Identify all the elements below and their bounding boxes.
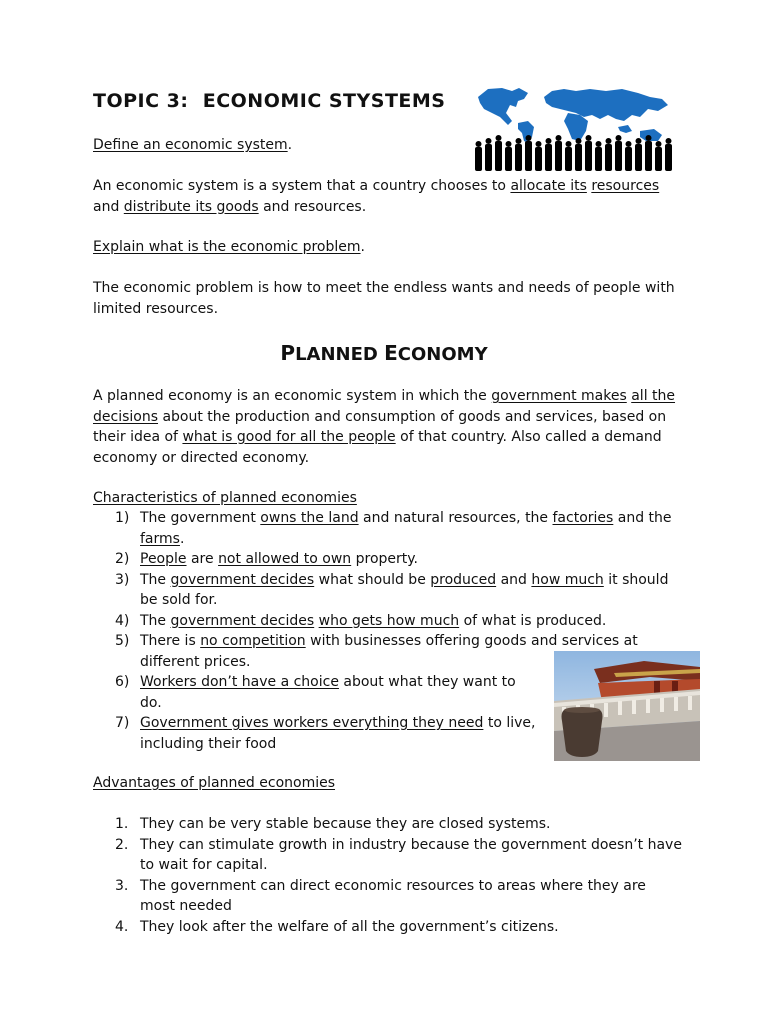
underlined-term: no competition [200, 633, 306, 649]
list-item [93, 814, 683, 835]
business-people-icon [475, 135, 672, 171]
underlined-term: who gets how much [318, 612, 460, 629]
definition-text: of that country. Also called a demand economy or directed economy. [93, 429, 662, 466]
answer-economic-problem: The economic problem is how to meet the endless wants and needs of people with limited resources. [93, 280, 675, 317]
question-define-economic-system [93, 135, 292, 156]
item-number: 3. [115, 877, 129, 894]
underlined-term: not allowed to own [218, 551, 352, 567]
item-text: property. [351, 551, 419, 567]
list-item [93, 611, 683, 632]
underlined-term: owns the land [260, 510, 359, 526]
list-item [93, 549, 683, 570]
item-text: and [496, 571, 532, 588]
list-item [93, 917, 683, 938]
underlined-term: farms [140, 530, 180, 547]
underlined-term: allocate its [510, 178, 587, 194]
heading-rest: LANNED [295, 344, 385, 365]
item-number: 6) [115, 674, 130, 690]
heading-rest: CONOMY [397, 344, 488, 365]
underlined-term: Government gives workers everything they need [140, 715, 484, 731]
list-item [93, 835, 683, 876]
item-text: The government can direct economic resources to areas where they are most needed [140, 877, 646, 914]
item-text: what should be [314, 571, 431, 588]
section-heading-planned-economy [0, 341, 768, 365]
world-map-icon [478, 88, 668, 143]
underlined-term: how much [531, 571, 604, 588]
item-text: it should be sold for. [140, 571, 669, 608]
item-text: The government [140, 510, 261, 526]
item-text: The [140, 571, 171, 588]
item-number: 5) [115, 633, 130, 649]
question-label: Explain what is the economic problem [93, 239, 361, 255]
item-text: with businesses offering goods and services at different prices. [140, 633, 638, 670]
item-text: The [140, 612, 171, 629]
item-text: to live, including their food [140, 715, 536, 752]
answer-text: and resources. [258, 198, 367, 215]
item-number: 1) [115, 510, 130, 526]
item-text: about what they want to do. [140, 674, 516, 711]
underlined-term: resources [591, 178, 660, 194]
item-text: There is [140, 633, 201, 649]
question-label: Define an economic system [93, 137, 288, 153]
item-number: 2. [115, 836, 129, 853]
underlined-term: People [140, 551, 187, 567]
definition-text: about the production and consumption of goods and services, based on their idea of [93, 408, 667, 445]
item-text: They look after the welfare of all the government’s citizens. [140, 918, 559, 935]
question-suffix: . [360, 239, 365, 255]
item-number: 4. [115, 918, 129, 935]
list-item [93, 570, 683, 611]
answer-text: An economic system is a system that a country chooses to [93, 178, 511, 194]
item-text: They can be very stable because they are closed systems. [140, 816, 551, 832]
underlined-term: government decides [170, 612, 315, 629]
question-suffix: . [287, 137, 293, 153]
item-text: and natural resources, the [358, 510, 553, 526]
item-number: 2) [115, 551, 130, 567]
planned-economy-definition [93, 386, 683, 468]
item-number: 1. [115, 816, 129, 832]
item-text: They can stimulate growth in industry because the government doesn’t have to wait for capital. [140, 836, 682, 873]
item-text: of what is produced. [459, 612, 607, 629]
heading-letter: P [280, 341, 296, 365]
underlined-term: all the decisions [93, 388, 676, 425]
item-text: and the [613, 510, 672, 526]
item-number: 4) [115, 612, 130, 629]
underlined-term: produced [430, 571, 497, 588]
item-text: are [186, 551, 219, 567]
underlined-term: Workers don’t have a choice [140, 674, 339, 690]
answer-text: and [93, 198, 124, 215]
advantages-title: Advantages of planned economies [93, 775, 336, 791]
underlined-term: what is good for all the people [182, 429, 396, 445]
answer-economic-system [93, 176, 683, 217]
underlined-term: distribute its goods [123, 198, 259, 215]
definition-text: A planned economy is an economic system in which the [93, 388, 492, 404]
document-title: TOPIC 3: ECONOMIC STYSTEMS [93, 90, 446, 112]
characteristics-title: Characteristics of planned economies [93, 490, 357, 506]
item-text: . [179, 530, 185, 547]
heading-letter: E [384, 341, 398, 365]
world-map-business-people-icon [472, 83, 674, 173]
item-number: 7) [115, 715, 130, 731]
item-number: 3) [115, 571, 130, 588]
underlined-term: government makes [491, 388, 627, 404]
list-item [93, 508, 683, 549]
question-economic-problem [93, 237, 365, 258]
underlined-term: factories [552, 510, 614, 526]
advantages-list [93, 814, 683, 937]
underlined-term: government decides [170, 571, 315, 588]
forbidden-city-photo-icon [554, 651, 700, 761]
list-item [93, 876, 683, 917]
